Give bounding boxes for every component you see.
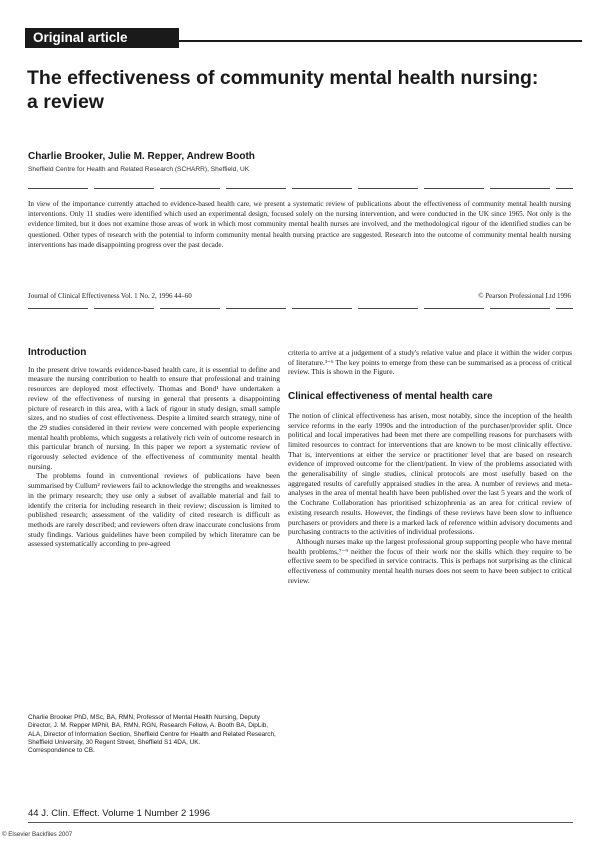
paragraph: criteria to arrive at a judgement of a study's relative value and place it within the wider corpus of literature.³⁻⁶ The key points to emerge from these can be summarised as a process of critical review. This is shown in the Figure. <box>288 348 572 377</box>
section-heading-introduction: Introduction <box>28 347 87 358</box>
journal-copyright: © Pearson Professional Ltd 1996 <box>478 292 571 300</box>
journal-line <box>28 292 571 300</box>
journal-reference: Journal of Clinical Effectiveness Vol. 1 No. 2, 1996 44–60 <box>28 292 192 300</box>
author-credentials: Charlie Brooker PhD, MSc, BA, RMN, Professor of Mental Health Nursing, Deputy Director, J. M. Repper MPhil, BA, RMN, RGN, Research Fellow, A. Booth BA, DipLib, ALA, Director of Information Section, Sheffield Centre for Health and Related Research, Sheffield University, 30 Regent Street, Sheffield S1 4DA, UK. <box>28 714 276 746</box>
article-title: The effectiveness of community mental health nursing: a review <box>27 67 539 113</box>
abstract: In view of the importance currently attached to evidence-based health care, we present a systematic review of publications about the effectiveness of community mental health nursing interventions. Only 11 studies were identified which used an experimental design, focused solely on the nursing intervention, and were conducted in the UK since 1965. Not only is the evidence limited, but it does not examine those areas of work in which most community mental health nurses are involved, and the methodological rigour of the identified studies can be questioned. Other types of research with the potential to inform community mental health nursing practice are suggested. Research into the outcome of community mental health nursing interventions has made disappointing progress over the past decade. <box>28 200 571 249</box>
divider <box>28 308 573 309</box>
left-column <box>28 348 280 549</box>
right-column <box>288 348 572 585</box>
section-badge: Original article <box>25 28 179 48</box>
page-footer: 44 J. Clin. Effect. Volume 1 Number 2 1996 <box>28 808 211 819</box>
correspondence: Correspondence to CB. <box>28 747 95 755</box>
paragraph: The notion of clinical effectiveness has arisen, most notably, since the inception of the health service reforms in the early 1990s and the introduction of the purchaser/provider split. Once political and local imperatives had been met there are compelling reasons for purchasers with limited resources to contract for interventions that are known to be most clinically effective. That is, interventions at either the service or practitioner level that are based on research evidence of improved outcome for the client/patient. In view of the problems associated with the generalisability of single studies, clinical protocols are most usefully based on the aggregated results of carefully appraised studies in the area. A number of reviews and meta-analyses in the area of mental health have been published over the last 5 years and the work of the Cochrane Collaboration has prioritised schizophrenia as an area for critical review of existing research results. However, the findings of these reviews have been slow to influence purchasers or providers and there is a marked lack of reference within advisory documents and purchasing contracts to the activities of individual professions. <box>288 410 572 537</box>
header-rule <box>179 40 582 42</box>
archive-copyright: © Elsevier Backfiles 2007 <box>2 831 73 838</box>
divider <box>28 188 573 189</box>
section-heading-clinical-effectiveness: Clinical effectiveness of mental health care <box>288 391 493 403</box>
paragraph: In the present drive towards evidence-based health care, it is essential to define and measure the nursing contribution to health to ensure that professional and training resources are deployed most effectively. Thomas and Bond¹ have undertaken a review of the effectiveness of nursing in general that presents a disappointing picture of research in this area, with a lack of rigour in study design, small sample sizes, and no studies of cost effectiveness. Despite a limited search strategy, nine of the 29 studies considered in their review were concerned with people experiencing mental health problems, which suggests a relatively rich vein of outcome research in this particular branch of nursing. In this paper we report a systematic review of rigorously selected evidence of the effectiveness of community mental health nursing. <box>28 364 280 471</box>
author-footnote <box>28 714 280 755</box>
affiliation: Sheffield Centre for Health and Related Research (SCHARR), Sheffield, UK <box>28 166 250 173</box>
paragraph: The problems found in conventional reviews of publications have been summarised by Cullum² reviewers fail to acknowledge the strengths and weaknesses in the primary research; they use only a subset of available material and fail to identify the criteria for including research in their review; discussion is limited to published research; assessment of the validity of cited research is difficult as methods are rarely described; and reviewers often draw inaccurate conclusions from study findings. Various guidelines have been compiled by which literature can be assessed systematically according to pre-agreed <box>28 471 280 549</box>
footer-rule <box>28 822 573 823</box>
authors: Charlie Brooker, Julie M. Repper, Andrew Booth <box>28 151 255 162</box>
paragraph: Although nurses make up the largest professional group supporting people who have mental health problems,⁷⁻⁹ neither the focus of their work nor the skills which they require to be effective seem to be specified in service contracts. This is perhaps not surprising as the clinical effectiveness of community mental health nurses does not seem to have been subject to critical review. <box>288 536 572 585</box>
